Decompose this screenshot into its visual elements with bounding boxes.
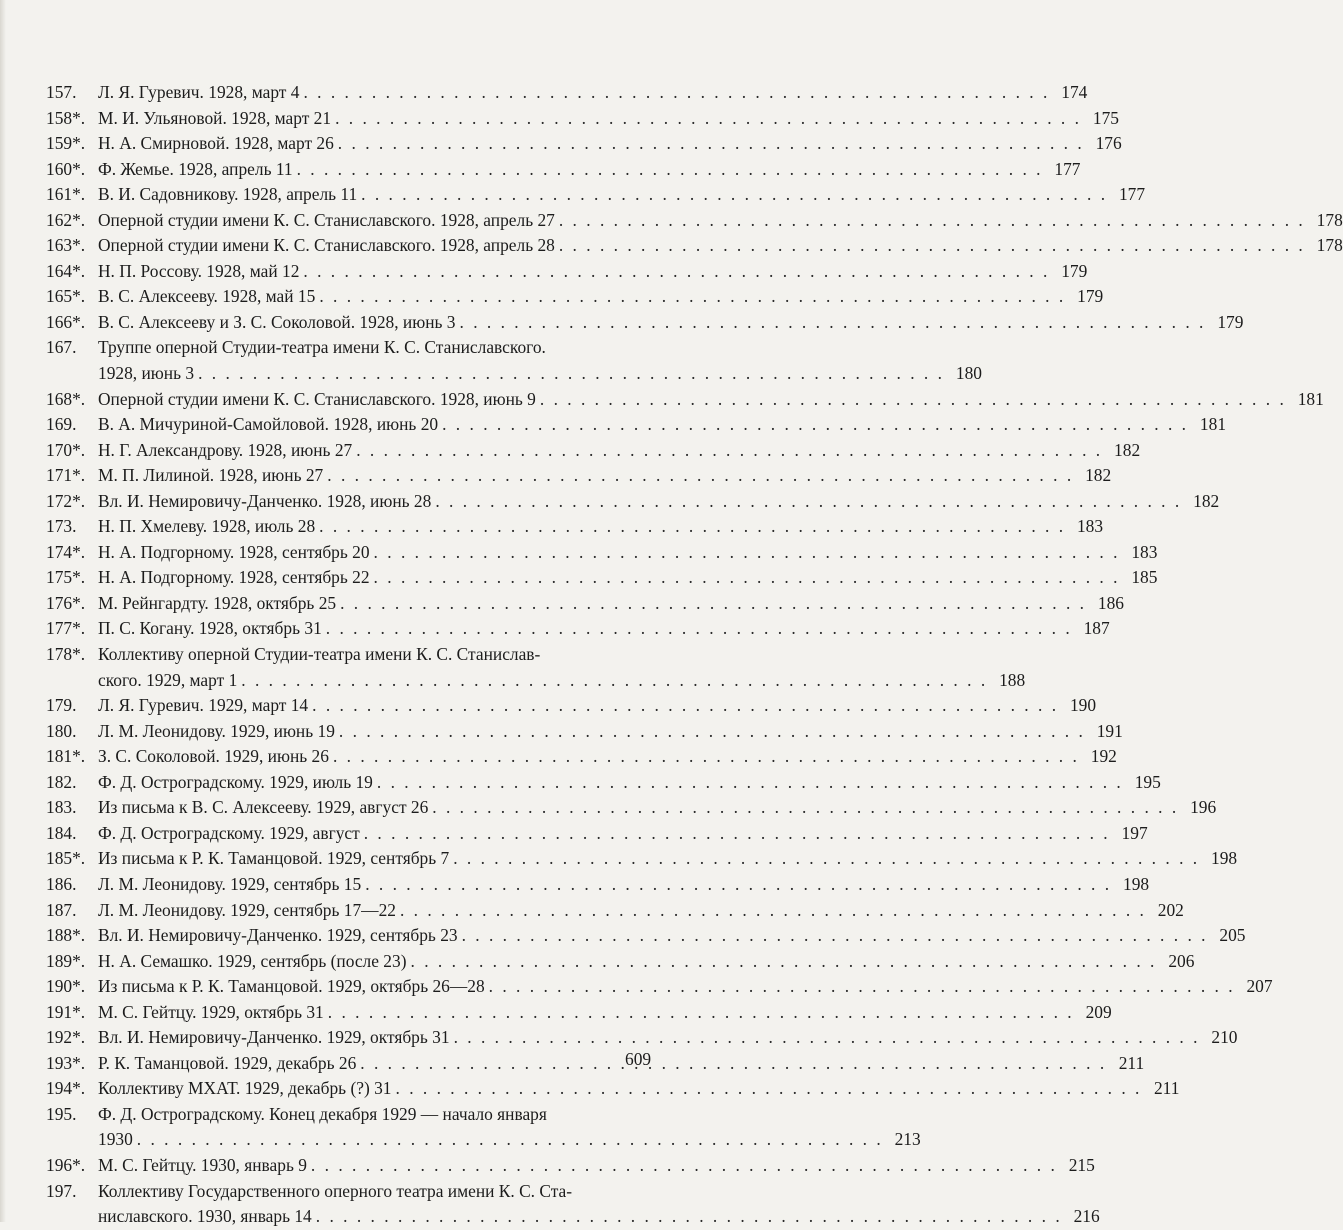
dot-leader <box>438 412 1186 438</box>
entry-line <box>98 1102 686 1128</box>
entry-line <box>98 80 1088 106</box>
entry-page: 182 <box>1114 439 1141 460</box>
entry-title: Из письма к В. С. Алексееву. 1929, август 26 <box>98 797 429 818</box>
dot-leader <box>361 872 1109 898</box>
entry-page: 210 <box>1211 1027 1238 1048</box>
entry-number: 188*. <box>46 925 86 946</box>
entry-number: 186. <box>46 873 77 894</box>
entry-page: 213 <box>894 1129 921 1150</box>
entry-line <box>98 463 1112 489</box>
entry-body <box>98 693 1097 719</box>
entry-body <box>98 208 1343 234</box>
toc-entry <box>46 284 1104 310</box>
entry-line <box>98 208 1343 234</box>
entry-number: 158*. <box>46 107 86 128</box>
dot-leader <box>324 1000 1072 1026</box>
entry-body <box>98 157 1081 183</box>
entry-title: М. И. Ульяновой. 1928, март 21 <box>98 107 332 128</box>
dot-leader <box>449 846 1197 872</box>
entry-page: 181 <box>1199 414 1227 435</box>
entry-title: Труппе оперной Студии-театра имени К. С. Станиславского. <box>98 337 546 358</box>
toc-entry <box>46 106 1119 132</box>
dot-leader <box>536 387 1284 413</box>
page-edge <box>0 0 6 1222</box>
entry-title: Вл. И. Немировичу-Данченко. 1929, сентябрь 23 <box>98 925 458 946</box>
entry-number: 166*. <box>46 311 86 332</box>
dot-leader <box>322 616 1070 642</box>
entry-title: Ф. Жемье. 1928, апрель 11 <box>98 158 293 179</box>
entry-page: 198 <box>1211 848 1238 869</box>
dot-leader <box>335 719 1083 745</box>
entry-body <box>98 565 1158 591</box>
entry-body <box>98 540 1158 566</box>
entry-page: 195 <box>1134 771 1161 792</box>
entry-title: Ф. Д. Остроградскому. 1929, август <box>98 822 360 843</box>
dot-leader <box>334 131 1082 157</box>
dot-leader <box>194 361 942 387</box>
entry-number: 168*. <box>46 388 86 409</box>
entry-page: 202 <box>1157 899 1184 920</box>
entry-page: 177 <box>1118 184 1146 205</box>
entry-line <box>98 898 1184 924</box>
entry-number: 192*. <box>46 1027 86 1048</box>
dot-leader <box>356 1051 1104 1077</box>
entry-line <box>98 438 1141 464</box>
entry-title: Н. П. Россову. 1928, май 12 <box>98 260 300 281</box>
entry-body <box>98 744 1117 770</box>
entry-body <box>98 591 1124 617</box>
entry-number: 189*. <box>46 950 86 971</box>
entry-body <box>98 387 1324 413</box>
toc-entry <box>46 616 1110 642</box>
entry-number: 162*. <box>46 209 86 230</box>
entry-number: 173. <box>46 516 77 537</box>
toc-entry <box>46 463 1112 489</box>
toc-entry <box>46 923 1246 949</box>
toc-entry <box>46 591 1124 617</box>
entry-line <box>98 744 1117 770</box>
toc-entry <box>46 412 1227 438</box>
entry-body <box>98 1051 1145 1077</box>
dot-leader <box>555 208 1303 234</box>
entry-title: 1930 <box>98 1129 133 1150</box>
entry-title: В. С. Алексееву и З. С. Соколовой. 1928, июнь 3 <box>98 311 456 332</box>
entry-title: Вл. И. Немировичу-Данченко. 1928, июнь 28 <box>98 490 432 511</box>
entry-page: 175 <box>1092 107 1119 128</box>
dot-leader <box>407 949 1155 975</box>
toc-entry <box>46 1179 1100 1230</box>
entry-line <box>98 284 1104 310</box>
entry-number: 159*. <box>46 133 86 154</box>
entry-line <box>98 540 1158 566</box>
entry-title: М. П. Лилиной. 1928, июнь 27 <box>98 465 324 486</box>
entry-title: Ф. Д. Остроградскому. Конец декабря 1929 — начало января <box>98 1103 547 1124</box>
entry-number: 184. <box>46 822 77 843</box>
entry-title: Н. П. Хмелеву. 1928, июль 28 <box>98 516 316 537</box>
entry-line <box>98 846 1238 872</box>
entry-line <box>98 693 1097 719</box>
entry-body <box>98 1153 1095 1179</box>
entry-line <box>98 387 1324 413</box>
entry-line <box>98 949 1195 975</box>
entry-body <box>98 514 1104 540</box>
entry-body <box>98 1000 1112 1026</box>
entry-body <box>98 310 1244 336</box>
entry-title: Ф. Д. Остроградскому. 1929, июль 19 <box>98 771 373 792</box>
entry-number: 179. <box>46 695 77 716</box>
toc-entry <box>46 131 1122 157</box>
entry-title: Из письма к Р. К. Таманцовой. 1929, октябрь 26—28 <box>98 976 485 997</box>
toc-entry <box>46 157 1081 183</box>
toc-entry <box>46 565 1158 591</box>
entry-title: Коллективу Государственного оперного театра имени К. С. Ста- <box>98 1180 573 1201</box>
entry-line <box>98 565 1158 591</box>
entry-title: М. С. Гейтцу. 1930, январь 9 <box>98 1154 307 1175</box>
entry-line <box>98 361 982 387</box>
entry-title: Оперной студии имени К. С. Станиславского. 1928, апрель 28 <box>98 235 555 256</box>
dot-leader <box>308 693 1056 719</box>
entry-body <box>98 335 982 386</box>
toc-entry <box>46 514 1104 540</box>
entry-title: Оперной студии имени К. С. Станиславского. 1928, апрель 27 <box>98 209 555 230</box>
entry-line <box>98 974 1273 1000</box>
dot-leader <box>370 540 1118 566</box>
dot-leader <box>299 80 1047 106</box>
entry-number: 170*. <box>46 439 86 460</box>
entry-title: Н. А. Смирновой. 1928, март 26 <box>98 133 334 154</box>
entry-number: 191*. <box>46 1001 86 1022</box>
entry-page: 207 <box>1246 976 1273 997</box>
toc-entry <box>46 770 1161 796</box>
toc-entry <box>46 1051 1145 1077</box>
entry-line <box>98 591 1124 617</box>
entry-body <box>98 80 1088 106</box>
entry-page: 190 <box>1069 695 1097 716</box>
dot-leader <box>329 744 1077 770</box>
toc-entry <box>46 693 1097 719</box>
entry-line <box>98 106 1119 132</box>
dot-leader <box>336 591 1084 617</box>
entry-title: 1928, июнь 3 <box>98 363 195 384</box>
entry-number: 193*. <box>46 1052 86 1073</box>
entry-title: Из письма к Р. К. Таманцовой. 1929, сентябрь 7 <box>98 848 450 869</box>
dot-leader <box>360 821 1108 847</box>
page-number: 609 <box>625 1049 652 1069</box>
entry-body <box>98 1076 1180 1102</box>
toc-entry <box>46 1076 1180 1102</box>
dot-leader <box>133 1127 881 1153</box>
entry-line <box>98 1076 1180 1102</box>
entry-body <box>98 182 1146 208</box>
dot-leader <box>456 310 1204 336</box>
entry-page: 181 <box>1297 388 1324 409</box>
entry-title: Л. Я. Гуревич. 1928, март 4 <box>98 82 300 102</box>
entry-body <box>98 923 1246 949</box>
entry-line <box>98 1204 1100 1230</box>
dot-leader <box>299 259 1047 285</box>
entry-page: 205 <box>1219 925 1246 946</box>
toc-entry <box>46 489 1220 515</box>
toc-entry <box>46 642 1026 693</box>
entry-body <box>98 898 1184 924</box>
entry-title: ского. 1929, март 1 <box>98 669 238 690</box>
entry-page: 180 <box>955 363 982 384</box>
entry-title: Н. А. Подгорному. 1928, сентябрь 22 <box>98 567 370 588</box>
toc-entry <box>46 387 1324 413</box>
toc-entry <box>46 872 1150 898</box>
entry-title: М. Рейнгардту. 1928, октябрь 25 <box>98 592 337 613</box>
entry-page: 187 <box>1083 618 1110 639</box>
entry-line <box>98 259 1088 285</box>
toc-entry <box>46 795 1217 821</box>
entry-body <box>98 463 1112 489</box>
entry-title: Н. А. Семашко. 1929, сентябрь (после 23) <box>98 950 407 971</box>
entry-page: 191 <box>1096 720 1123 741</box>
entry-number: 165*. <box>46 286 86 307</box>
entry-page: 182 <box>1085 465 1112 486</box>
entry-page: 188 <box>999 669 1026 690</box>
entry-line <box>98 616 1110 642</box>
toc-entry <box>46 182 1146 208</box>
entry-page: 196 <box>1190 797 1217 818</box>
entry-page: 176 <box>1095 133 1122 154</box>
entry-body <box>98 821 1148 847</box>
entry-page: 185 <box>1131 567 1158 588</box>
entry-number: 160*. <box>46 158 86 179</box>
entry-number: 157. <box>46 82 77 102</box>
entry-body <box>98 259 1088 285</box>
entry-title: Л. М. Леонидову. 1929, сентябрь 15 <box>98 873 362 894</box>
entry-line <box>98 642 686 668</box>
entry-page: 216 <box>1073 1206 1100 1227</box>
entry-line <box>98 489 1220 515</box>
dot-leader <box>428 795 1176 821</box>
entry-number: 177*. <box>46 618 86 639</box>
entry-line <box>98 182 1146 208</box>
entry-page: 183 <box>1131 541 1158 562</box>
dot-leader <box>555 233 1303 259</box>
entry-line <box>98 1051 1145 1077</box>
entry-body <box>98 770 1161 796</box>
entry-title: ниславского. 1930, январь 14 <box>98 1206 312 1227</box>
entry-line <box>98 335 686 361</box>
entry-number: 190*. <box>46 976 86 997</box>
entry-body <box>98 795 1217 821</box>
entry-number: 161*. <box>46 184 86 205</box>
entry-line <box>98 310 1244 336</box>
entry-body <box>98 233 1343 259</box>
entry-line <box>98 795 1217 821</box>
toc-entry <box>46 438 1141 464</box>
entry-line <box>98 770 1161 796</box>
toc-entry <box>46 1000 1112 1026</box>
entry-number: 196*. <box>46 1154 86 1175</box>
entry-line <box>98 668 1026 694</box>
entry-page: 198 <box>1123 873 1150 894</box>
entry-page: 182 <box>1193 490 1220 511</box>
entry-line <box>98 233 1343 259</box>
entry-number: 181*. <box>46 746 86 767</box>
toc-entry <box>46 80 1088 106</box>
entry-number: 172*. <box>46 490 86 511</box>
toc-entry <box>46 310 1244 336</box>
entry-number: 194*. <box>46 1078 86 1099</box>
entry-number: 175*. <box>46 567 86 588</box>
entry-page: 197 <box>1121 822 1148 843</box>
toc-entry <box>46 744 1117 770</box>
toc-entry <box>46 821 1148 847</box>
entry-number: 167. <box>46 337 77 358</box>
entry-number: 171*. <box>46 465 86 486</box>
entry-page: 186 <box>1097 592 1124 613</box>
dot-leader <box>331 106 1079 132</box>
toc-entry <box>46 1102 921 1153</box>
entry-number: 197. <box>46 1180 77 1201</box>
entry-body <box>98 1179 1100 1230</box>
entry-body <box>98 1025 1238 1051</box>
entry-line <box>98 923 1246 949</box>
entry-number: 169. <box>46 414 77 435</box>
entry-title: Л. Я. Гуревич. 1929, март 14 <box>98 695 309 716</box>
entry-page: 211 <box>1153 1078 1180 1099</box>
entry-line <box>98 514 1104 540</box>
toc-entry <box>46 208 1343 234</box>
entry-line <box>98 131 1122 157</box>
entry-body <box>98 642 1026 693</box>
dot-leader <box>396 898 1144 924</box>
entry-title: Оперной студии имени К. С. Станиславского. 1928, июнь 9 <box>98 388 536 409</box>
entry-number: 183. <box>46 797 77 818</box>
entry-page: 215 <box>1068 1154 1095 1175</box>
entry-title: Н. А. Подгорному. 1928, сентябрь 20 <box>98 541 370 562</box>
toc-entry <box>46 1025 1238 1051</box>
entry-body <box>98 949 1195 975</box>
entry-number: 164*. <box>46 260 86 281</box>
entry-title: П. С. Когану. 1928, октябрь 31 <box>98 618 322 639</box>
toc-entry <box>46 540 1158 566</box>
toc-entry <box>46 898 1184 924</box>
entry-title: Коллективу МХАТ. 1929, декабрь (?) 31 <box>98 1078 392 1099</box>
entry-line <box>98 719 1123 745</box>
entry-page: 178 <box>1316 235 1343 256</box>
entry-title: В. С. Алексееву. 1928, май 15 <box>98 286 316 307</box>
dot-leader <box>373 770 1121 796</box>
dot-leader <box>352 438 1100 464</box>
entry-title: З. С. Соколовой. 1929, июнь 26 <box>98 746 329 767</box>
entry-title: Р. К. Таманцовой. 1929, декабрь 26 <box>98 1052 357 1073</box>
entry-title: М. С. Гейтцу. 1929, октябрь 31 <box>98 1001 324 1022</box>
dot-leader <box>315 284 1063 310</box>
entry-body <box>98 616 1110 642</box>
toc-entry <box>46 335 982 386</box>
entry-number: 163*. <box>46 235 86 256</box>
entry-title: Вл. И. Немировичу-Данченко. 1929, октябрь 31 <box>98 1027 450 1048</box>
entry-page: 206 <box>1168 950 1195 971</box>
entry-line <box>98 412 1227 438</box>
entry-number: 176*. <box>46 592 86 613</box>
entry-number: 182. <box>46 771 77 792</box>
toc-entry <box>46 1153 1095 1179</box>
entry-line <box>98 1179 686 1205</box>
dot-leader <box>485 974 1233 1000</box>
entry-page: 183 <box>1076 516 1104 537</box>
entry-body <box>98 438 1141 464</box>
toc-entry <box>46 846 1238 872</box>
entry-body <box>98 872 1150 898</box>
toc-entry <box>46 719 1123 745</box>
entry-number: 187. <box>46 899 77 920</box>
entry-body <box>98 131 1122 157</box>
entry-page: 211 <box>1118 1052 1145 1073</box>
entry-page: 179 <box>1061 260 1088 281</box>
entry-number: 195. <box>46 1103 77 1124</box>
dot-leader <box>450 1025 1198 1051</box>
entry-body <box>98 412 1227 438</box>
dot-leader <box>431 489 1179 515</box>
entry-title: Коллективу оперной Студии-театра имени К. С. Станислав- <box>98 644 541 665</box>
dot-leader <box>293 157 1041 183</box>
entry-body <box>98 106 1119 132</box>
entry-title: Н. Г. Александрову. 1928, июнь 27 <box>98 439 353 460</box>
entry-body <box>98 1102 921 1153</box>
entry-body <box>98 846 1238 872</box>
dot-leader <box>458 923 1206 949</box>
entry-page: 209 <box>1085 1001 1112 1022</box>
entry-body <box>98 284 1104 310</box>
entry-page: 174 <box>1061 82 1088 102</box>
entry-line <box>98 1025 1238 1051</box>
entry-page: 179 <box>1077 286 1104 307</box>
entry-body <box>98 489 1220 515</box>
dot-leader <box>357 182 1105 208</box>
entry-title: Л. М. Леонидову. 1929, сентябрь 17—22 <box>98 899 396 920</box>
entry-title: В. А. Мичуриной-Самойловой. 1928, июнь 20 <box>98 414 439 435</box>
entry-page: 178 <box>1316 209 1343 230</box>
table-of-contents <box>46 80 1343 1230</box>
entry-line <box>98 1000 1112 1026</box>
entry-line <box>98 821 1148 847</box>
entry-number: 185*. <box>46 848 86 869</box>
dot-leader <box>392 1076 1140 1102</box>
toc-entry <box>46 259 1088 285</box>
dot-leader <box>237 668 985 694</box>
entry-body <box>98 719 1123 745</box>
entry-title: Л. М. Леонидову. 1929, июнь 19 <box>98 720 335 741</box>
toc-entry <box>46 974 1273 1000</box>
entry-line <box>98 1153 1095 1179</box>
dot-leader <box>315 514 1063 540</box>
dot-leader <box>312 1204 1060 1230</box>
entry-page: 177 <box>1054 158 1081 179</box>
entry-number: 180. <box>46 720 77 741</box>
entry-body <box>98 974 1273 1000</box>
toc-entry <box>46 949 1195 975</box>
entry-line <box>98 157 1081 183</box>
entry-title: В. И. Садовникову. 1928, апрель 11 <box>98 184 358 205</box>
entry-line <box>98 1127 921 1153</box>
toc-entry <box>46 233 1343 259</box>
dot-leader <box>323 463 1071 489</box>
dot-leader <box>307 1153 1055 1179</box>
entry-number: 178*. <box>46 644 86 665</box>
dot-leader <box>370 565 1118 591</box>
entry-line <box>98 872 1150 898</box>
entry-page: 179 <box>1217 311 1244 332</box>
entry-number: 174*. <box>46 541 86 562</box>
entry-page: 192 <box>1090 746 1117 767</box>
